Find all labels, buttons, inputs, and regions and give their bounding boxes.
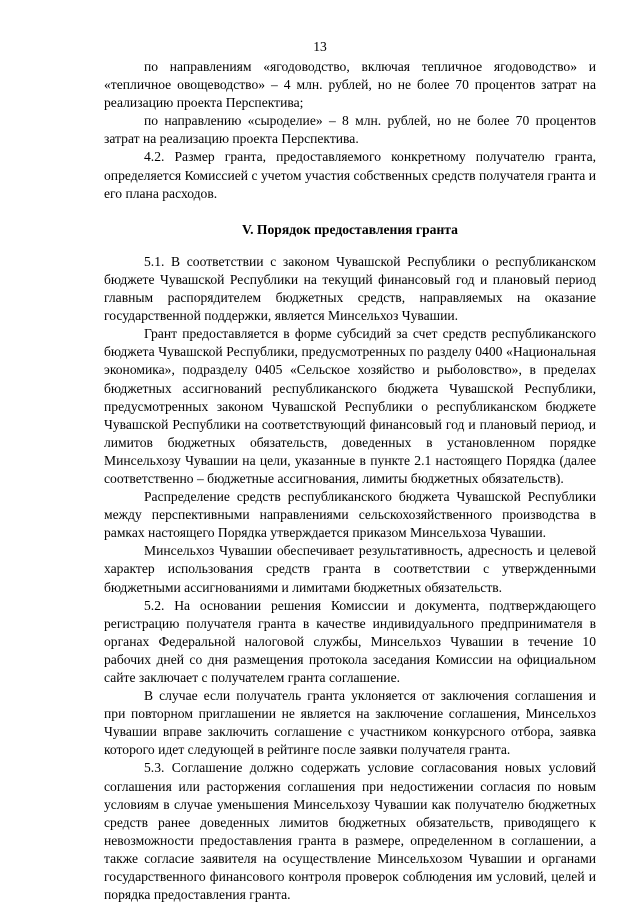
paragraph-grant-form: Грант предоставляется в форме субсидий за счет средств республиканского бюджета Чувашской Республики, предусмотренных по разделу 0400 «Национальная экономика», подразделу 0405 «Сельское хозяйство и рыболовство», в пределах бюджетных ассигнований республиканского бюджета Чувашской Республики, предусмотренных законом Чувашской Республики о республиканском бюджете Чувашской Республики на соответствующий финансовый год и плановый период, и лимитов бюджетных обязательств, доведенных в установленном порядке Минсельхозу Чувашии на цели, указанные в пункте 2.1 настоящего Порядка (далее соответственно – бюджетные ассигнования, лимиты бюджетных обязательств). xyxy=(104,326,596,486)
paragraph-effectiveness: Минсельхоз Чувашии обеспечивает результативность, адресность и целевой характер использования средств гранта в соответствии с утвержденными бюджетными ассигнованиями и лимитами бюджетных обязательств. xyxy=(104,543,596,595)
document-body xyxy=(104,58,596,904)
paragraph-5-2: 5.2. На основании решения Комиссии и документа, подтверждающего регистрацию получателя гранта в качестве индивидуального предпринимателя в органах Федеральной налоговой службы, Минсельхоз Чувашии в течение 10 рабочих дней со дня размещения протокола заседания Комиссии на официальном сайте заключает с получателем гранта соглашение. xyxy=(104,597,596,685)
paragraph-berry-greenhouse: по направлениям «ягодоводство, включая тепличное ягодоводство» и «тепличное овощеводство» – 4 млн. рублей, но не более 70 процентов затрат на реализацию проекта Перспектива; xyxy=(104,59,596,111)
section-heading: V. Порядок предоставления гранта xyxy=(242,221,458,237)
paragraph-5-1: 5.1. В соответствии с законом Чувашской Республики о республиканском бюджете Чувашской Республики на текущий финансовый год и плановый период главным распорядителем бюджетных средств, направляемых на оказание государственной поддержки, является Минсельхоз Чувашии. xyxy=(104,253,596,324)
paragraph-distribution: Распределение средств республиканского бюджета Чувашской Республики между перспективными направлениями сельскохозяйственного производства в рамках настоящего Порядка утверждается приказом Минсельхоза Чувашии. xyxy=(104,489,596,541)
paragraph-evasion: В случае если получатель гранта уклоняется от заключения соглашения и при повторном приглашении не является на заключение соглашения, Минсельхоз Чувашии вправе заключить соглашение с участником конкурсного отбора, заявка которого идет следующей в рейтинге после заявки получателя гранта. xyxy=(104,688,596,758)
page-number: 13 xyxy=(313,39,327,54)
paragraph-4-2: 4.2. Размер гранта, предоставляемого конкретному получателю гранта, определяется Комиссией с учетом участия собственных средств получателя гранта и его плана расходов. xyxy=(104,149,596,201)
paragraph-cheese-making: по направлению «сыроделие» – 8 млн. рублей, но не более 70 процентов затрат на реализацию проекта Перспектива. xyxy=(104,113,596,147)
paragraph-5-3: 5.3. Соглашение должно содержать условие согласования новых условий соглашения или расторжения соглашения при недостижении согласия по новым условиям в случае уменьшения Минсельхозу Чувашии как получателю бюджетных средств ранее доведенных лимитов бюджетных обязательств, приводящего к невозможности предоставления гранта в размере, определенном в соглашении, а также согласие заявителя на осуществление Минсельхозом Чувашии и органами государственного финансового контроля проверок соблюдения им условий, целей и порядка предоставления гранта. xyxy=(104,760,596,903)
